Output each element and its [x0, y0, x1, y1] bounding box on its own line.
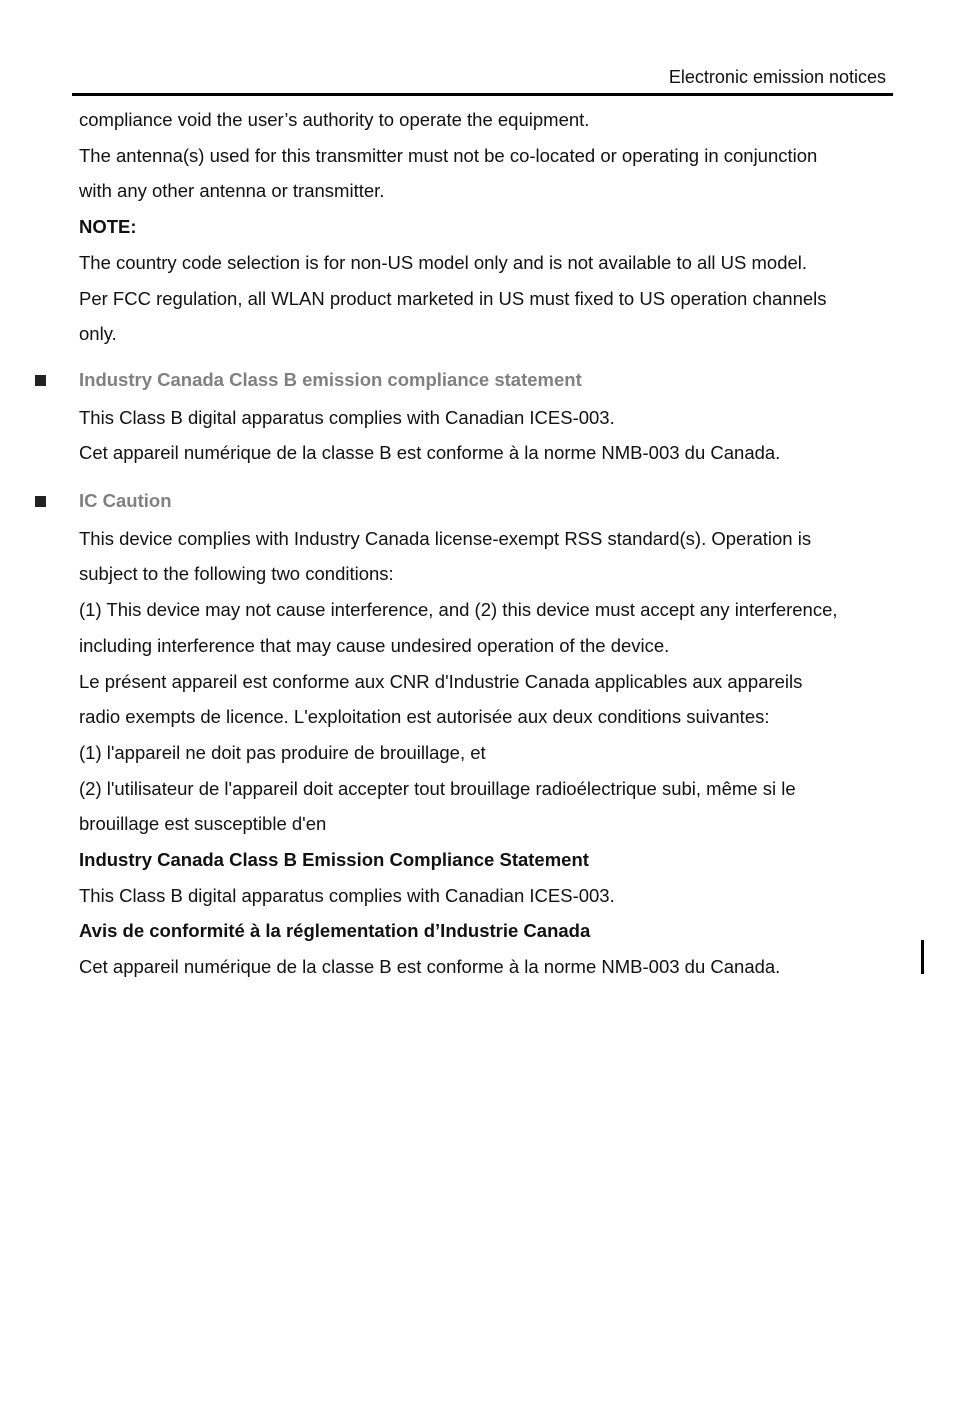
body-line: Cet appareil numérique de la classe B est conforme à la norme NMB-003 du Canada.: [79, 442, 781, 464]
page-header-title: Electronic emission notices: [668, 67, 886, 87]
note-line: Per FCC regulation, all WLAN product marketed in US must fixed to US operation channels: [79, 287, 827, 309]
body-line: The antenna(s) used for this transmitter must not be co-located or operating in conjunction: [79, 144, 818, 166]
body-line: (2) l'utilisateur de l'appareil doit accepter tout brouillage radioélectrique subi, même si le: [79, 777, 796, 799]
section-heading-text: IC Caution: [79, 490, 172, 512]
note-line: The country code selection is for non-US model only and is not available to all US model.: [79, 251, 808, 273]
page-content: [79, 102, 899, 985]
change-bar: [921, 940, 924, 974]
body-line: with any other antenna or transmitter.: [79, 180, 385, 202]
body-line: This device complies with Industry Canada license-exempt RSS standard(s). Operation is: [79, 527, 812, 549]
body-line: radio exempts de licence. L'exploitation est autorisée aux deux conditions suivantes:: [79, 706, 770, 728]
subheading: Industry Canada Class B Emission Compliance Statement: [79, 849, 589, 871]
subheading: Avis de conformité à la réglementation d’Industrie Canada: [79, 920, 591, 942]
note-line: only.: [79, 323, 117, 345]
body-line: This Class B digital apparatus complies with Canadian ICES-003.: [79, 406, 615, 428]
body-line: (1) l'appareil ne doit pas produire de brouillage, et: [79, 741, 486, 763]
square-bullet-icon: [35, 496, 46, 507]
note-label: NOTE:: [79, 216, 137, 238]
section-heading: [79, 362, 899, 398]
body-line: brouillage est susceptible d'en: [79, 813, 327, 835]
square-bullet-icon: [35, 375, 46, 386]
body-line: This Class B digital apparatus complies with Canadian ICES-003.: [79, 884, 615, 906]
body-line: including interference that may cause undesired operation of the device.: [79, 634, 670, 656]
header-rule: [72, 93, 893, 96]
body-line: compliance void the user’s authority to operate the equipment.: [79, 109, 590, 130]
section-heading: [79, 483, 899, 519]
body-line: subject to the following two conditions:: [79, 563, 394, 585]
section-heading-text: Industry Canada Class B emission compliance statement: [79, 368, 582, 390]
body-line: Cet appareil numérique de la classe B est conforme à la norme NMB-003 du Canada.: [79, 956, 781, 978]
body-line: (1) This device may not cause interference, and (2) this device must accept any interference,: [79, 599, 838, 621]
body-line: Le présent appareil est conforme aux CNR d'Industrie Canada applicables aux appareils: [79, 670, 803, 692]
